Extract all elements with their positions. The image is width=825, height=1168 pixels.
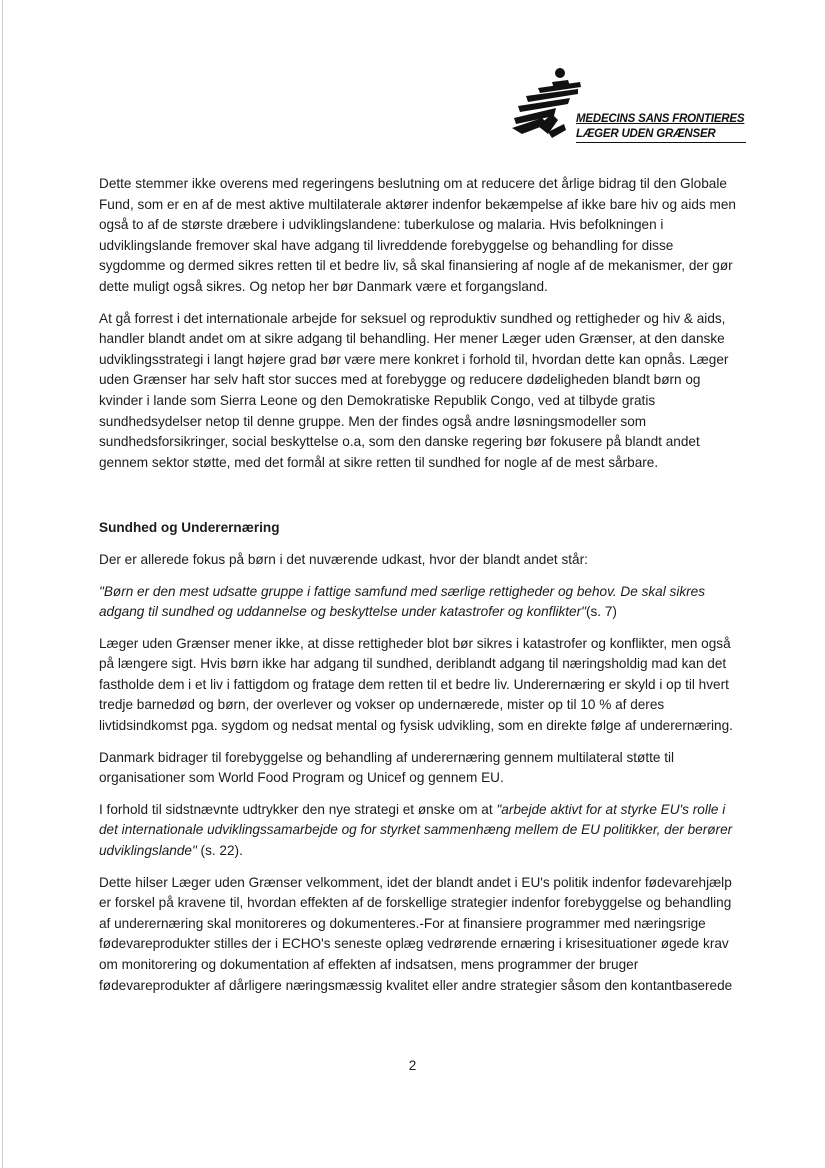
paragraph-reproductive-health: At gå forrest i det internationale arbejde for seksuel og reproduktiv sundhed og rettigheder og hiv & aids, handler blandt andet om at sikre adgang til behandling. Her mener Læger uden Grænser, at den danske udviklingsstrategi i langt højere grad bør være mere konkret i forhold til, hvordan dette kan opnås. Læger uden Grænser har selv haft stor succes med at forebygge og reducere dødeligheden blandt børn og kvinder i lande som Sierra Leone og den Demokratiske Republik Congo, ved at tilbyde gratis sundhedsydelser netop til denne gruppe. Men der findes også andre løsningsmodeller som sundhedsforsikringer, social beskyttelse o.a, som den danske regering bør fokusere på blandt andet gennem sektor støtte, med det formål at sikre retten til sundhed for nogle af de mest sårbare. (99, 310, 729, 470)
document-body (99, 174, 739, 1007)
logo-line-lug: LÆGER UDEN GRÆNSER (576, 127, 746, 143)
paragraph-echo-requirements: Dette hilser Læger uden Grænser velkomment, idet der blandt andet i EU's politik indenfor fødevarehjælp er forskel på kravene til, hvordan effekten af de forskellige strategier indenfor forebyggelse og behandling af underernæring skal monitoreres og dokumenteres.-For at finansiere programmer med næringsrige fødevareprodukter stilles der i ECHO's seneste oplæg vedrørende ernæring i krisesituationer øgede krav om monitorering og dokumentation af effekten af indsatsen, mens programmer der bruger fødevareprodukter af dårligere næringsmæssig kvalitet eller andre strategier såsom den kontantbaserede (99, 874, 733, 993)
paragraph-eu-strategy (99, 800, 739, 862)
paragraph-quote-children (99, 582, 739, 623)
paragraph-children-focus: Der er allerede fokus på børn i det nuværende udkast, hvor der blandt andet står: (99, 551, 588, 567)
quote-text: "Børn er den mest udsatte gruppe i fattige samfund med særlige rettigheder og behov. De skal sikres adgang til sundhed og uddannelse og beskyttelse under katastrofer og konflikter" (99, 583, 706, 620)
quote-reference: (s. 7) (585, 604, 617, 620)
logo-line-msf: MEDECINS SANS FRONTIERES (576, 113, 745, 125)
section-heading: Sundhed og Underernæring (99, 520, 280, 536)
eu-quote: "arbejde aktivt for at styrke EU's rolle i det internationale udviklingssamarbejde og for styrket sammenhæng mellem de EU politikker, der berører udviklingslande" (99, 801, 733, 859)
page-number: 2 (408, 1058, 417, 1073)
paragraph-danish-contribution: Danmark bidrager til forebyggelse og behandling af underernæring gennem multilateral støtte til organisationer som World Food Program og Unicef og gennem EU. (99, 749, 675, 786)
scan-edge-line (2, 0, 3, 1168)
paragraph-malnutrition: Læger uden Grænser mener ikke, at disse rettigheder blot bør sikres i katastrofer og konflikter, men også på længere sigt. Hvis børn ikke har adgang til sundhed, deriblandt adgang til næringsholdig mad kan det fastholde dem i et liv i fattigdom og fratage dem retten til et bedre liv. Underernæring er skyld i op til hvert tredje barnedød og børn, der overlever og vokser op undernærede, mister op til 10 % af deres livtidsindkomst pga. sygdom og nedsat mental og fysisk udvikling, som en direkte følge af underernæring. (99, 635, 733, 734)
paragraph-global-fund: Dette stemmer ikke overens med regeringens beslutning om at reducere det årlige bidrag til den Globale Fund, som er en af de mest aktive multilaterale aktører indenfor bekæmpelse af ikke bare hiv og aids men også to af de største dræbere i udviklingslandene: tuberkulose og malaria. Hvis befolkningen i udviklingslande fremover skal have adgang til livreddende forebyggelse og behandling for disse sygdomme og dermed sikres retten til et bedre liv, så skal finansiering af nogle af de mekanismer, der gør dette muligt også sikres. Og netop her bør Danmark være et forgangsland. (99, 176, 736, 294)
logo-wordmark (576, 112, 746, 143)
section-gap (99, 484, 739, 518)
eu-intro: I forhold til sidstnævnte udtrykker den nye strategi et ønske om at (99, 801, 497, 817)
eu-reference: (s. 22). (196, 843, 243, 859)
msf-logo (508, 66, 748, 146)
